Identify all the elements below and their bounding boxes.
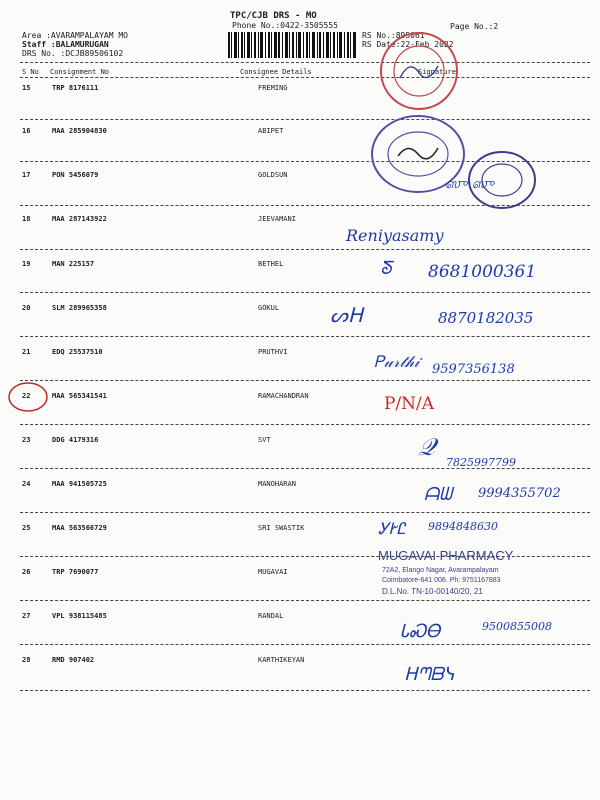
row-consignment: MAA 287143922 [52, 215, 107, 223]
pharmacy-stamp-name: MUGAVAI PHARMACY [378, 548, 514, 563]
divider [20, 336, 590, 337]
sheet-title: TPC/CJB DRS - MO [230, 11, 317, 21]
row-consignment: MAA 563566729 [52, 524, 107, 532]
handwritten-phone: 8870182035 [438, 309, 534, 327]
row-consignee: SVT [258, 436, 271, 444]
company-seal-instruments [378, 30, 460, 112]
page-number: Page No.:2 [450, 22, 499, 31]
row-consignment: VPL 938115485 [52, 612, 107, 620]
row-consignee: BETHEL [258, 260, 284, 268]
row-sno: 23 [22, 436, 31, 444]
row-sno: 26 [22, 568, 31, 576]
row-consignment: TRP 7690077 [52, 568, 99, 576]
row-consignment: RMD 907402 [52, 656, 95, 664]
row-consignee: MANOHARAN [258, 480, 296, 488]
row-sno: 20 [22, 304, 31, 312]
row-consignment: DDG 4179316 [52, 436, 99, 444]
row-consignee: RANDAL [258, 612, 284, 620]
handwritten-name: Reniyasamy [346, 226, 444, 245]
row-consignment: MAA 285904830 [52, 127, 107, 135]
divider [20, 512, 590, 513]
row-sno: 19 [22, 260, 31, 268]
area-label: Area :AVARAMPALAYAM MO [22, 31, 128, 40]
rs-date: RS Date:22-Feb 2022 [362, 40, 454, 49]
signature-row-24: ᗩᗯ [424, 484, 452, 505]
row-consignment: EDQ 25537510 [52, 348, 103, 356]
row-consignee: GOKUL [258, 304, 280, 312]
handwritten-phone: 9500855008 [482, 620, 552, 633]
handwritten-phone: 9894848630 [428, 520, 498, 533]
rs-number: RS No.:895061 [362, 31, 425, 40]
handwritten-phone: 9994355702 [478, 486, 561, 501]
handwritten-phone: 9597356138 [432, 362, 515, 377]
drs-number: DRS No. :DCJB89506102 [22, 49, 124, 58]
row-consignment: SLM 289965358 [52, 304, 107, 312]
row-consignment: MAN 225157 [52, 260, 95, 268]
divider [20, 644, 590, 645]
row-consignee: RAMACHANDRAN [258, 392, 309, 400]
row-consignment: MAA 941505725 [52, 480, 107, 488]
divider [20, 380, 590, 381]
handwritten-phone: 7825997799 [446, 456, 516, 469]
row-consignment: MAA 565341541 [52, 392, 107, 400]
row-sno: 22 [22, 392, 31, 400]
circle-mark-icon [6, 380, 50, 414]
row-consignee: GOLDSUN [258, 171, 288, 179]
divider [20, 600, 590, 601]
row-sno: 28 [22, 656, 31, 664]
signature-row-25: ᎩᎨᏝ [378, 519, 406, 538]
divider [20, 424, 590, 425]
pharmacy-stamp-address: 72A2, Elango Nagar, Avarampalayam [382, 567, 499, 574]
pharmacy-stamp-city: Coimbatore-641 006. Ph: 9751167883 [382, 577, 501, 584]
divider [20, 249, 590, 250]
handwritten-phone: 8681000361 [428, 262, 537, 282]
row-consignee: KARTHIKEYAN [258, 656, 305, 664]
row-sno: 25 [22, 524, 31, 532]
col-header-signature: Signature [418, 68, 456, 76]
col-header-sno: S No [22, 68, 39, 76]
col-header-consignment: Consignment No [50, 68, 110, 76]
divider [20, 292, 590, 293]
row-consignee: ABIPET [258, 127, 284, 135]
divider [20, 119, 590, 120]
barcode-image [228, 32, 356, 58]
pharmacy-stamp-license: D.L.No. TN-10-00140/20, 21 [382, 587, 483, 596]
row-consignee: PRUTHVI [258, 348, 288, 356]
phone-number: Phone No.:0422-3505555 [232, 21, 338, 30]
signature-row-27: ᏓᏍᎾ [400, 621, 441, 642]
signature-row-19: ᘕ [380, 258, 392, 279]
signature-row-20: ᔕᕼ [330, 303, 363, 327]
signature-row-17: ஸு·ஸு [445, 176, 495, 192]
row-consignee: SRI SWASTIK [258, 524, 305, 532]
row-consignee: MUGAVAI [258, 568, 288, 576]
row-sno: 17 [22, 171, 31, 179]
row-consignee: FREMING [258, 84, 288, 92]
row-sno: 21 [22, 348, 31, 356]
divider [20, 690, 590, 691]
row-sno: 16 [22, 127, 31, 135]
row-consignment: PON 5456079 [52, 171, 99, 179]
signature-row-28: ᕼᘉᗷᓭ [404, 664, 455, 685]
handwritten-note: P/N/A [384, 394, 435, 414]
row-consignee: JEEVAMANI [258, 215, 296, 223]
col-header-consignee: Consignee Details [240, 68, 312, 76]
row-sno: 18 [22, 215, 31, 223]
row-sno: 24 [22, 480, 31, 488]
signature-row-21: Ꮲ𝓊𝓇𝓉𝒽𝒾 [374, 352, 420, 371]
divider [20, 62, 590, 63]
divider [20, 77, 590, 78]
row-sno: 15 [22, 84, 31, 92]
staff-label: Staff :BALAMURUGAN [22, 40, 109, 49]
signature-row-23: 𝒬 [418, 433, 436, 461]
row-consignment: TRP 8176111 [52, 84, 99, 92]
row-sno: 27 [22, 612, 31, 620]
